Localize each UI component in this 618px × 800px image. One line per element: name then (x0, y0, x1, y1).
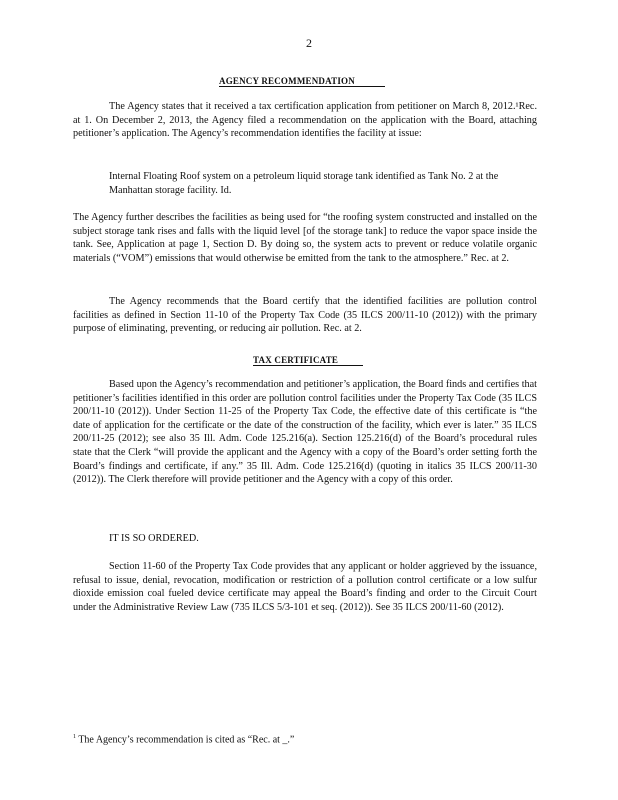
tax-certificate-heading: TAX CERTIFICATE (253, 355, 363, 366)
footnote-marker: 1 (73, 734, 76, 740)
footnote-text: The Agency’s recommendation is cited as “Rec. at _.” (78, 734, 295, 746)
appeal-paragraph: Section 11-60 of the Property Tax Code provides that any applicant or holder aggrieved by the issuance, refusal to issue, denial, revocation, modification or restriction of a pollution control certificate or a low sulfur dioxide emission coal fueled device certificate may appeal the Board’s finding and order to the Circuit Court under the Administrative Review Law (735 ILCS 5/3-101 et seq. (2012)). See 35 ILCS 200/11-60 (2012). (73, 561, 537, 613)
tax-certificate-paragraph: Based upon the Agency’s recommendation and petitioner’s application, the Board finds and certifies that petitioner’s facilities identified in this order are pollution control facilities under the Property Tax Code (35 ILCS 200/11-10 (2012)). Under Section 11-25 of the Property Tax Code, the effective date of this certificate is “the date of application for the certificate or the date of the construction of the facility, which ever is later.” 35 ILCS 200/11-25 (2012); see also 35 Ill. Adm. Code 125.216(a). Section 125.216(d) of the Board’s procedural rules state that the Clerk “will provide the applicant and the Agency with a copy of the Board’s order setting forth the Board’s findings and certificate, if any.” 35 Ill. Adm. Code 125.216(d) (quoting in italics 35 ILCS 200/11-30 (2012)). The Clerk therefore will provide petitioner and the Agency with a copy of this order. (73, 379, 537, 486)
page-number: 2 (306, 36, 312, 50)
agency-recommendation-heading: AGENCY RECOMMENDATION (219, 76, 385, 87)
footnote (73, 731, 294, 746)
agency-paragraph-1: The Agency states that it received a tax certification application from petitioner on March 8, 2012.¹Rec. at 1. On December 2, 2013, the Agency filed a recommendation on the application with the Board, attaching petitioner’s application. The Agency’s recommendation identifies the facility at issue: (73, 101, 537, 140)
agency-paragraph-2: The Agency further describes the facilities as being used for “the roofing system constructed and installed on the subject storage tank rises and falls with the liquid level [of the storage tank] to reduce the vapor space inside the tank. See, Application at page 1, Section D. By doing so, the system acts to prevent or reduce volatile organic materials (“VOM”) emissions that would otherwise be emitted from the tank to the atmosphere.” Rec. at 2. (73, 212, 537, 264)
order-statement: IT IS SO ORDERED. (109, 533, 199, 544)
facility-quote: Internal Floating Roof system on a petroleum liquid storage tank identified as Tank No. 2 at the Manhattan storage facility. Id. (109, 171, 499, 196)
agency-paragraph-3: The Agency recommends that the Board certify that the identified facilities are pollution control facilities as defined in Section 11-10 of the Property Tax Code (35 ILCS 200/11-10 (2012)) with the primary purpose of eliminating, preventing, or reducing air pollution. Rec. at 2. (73, 296, 537, 335)
